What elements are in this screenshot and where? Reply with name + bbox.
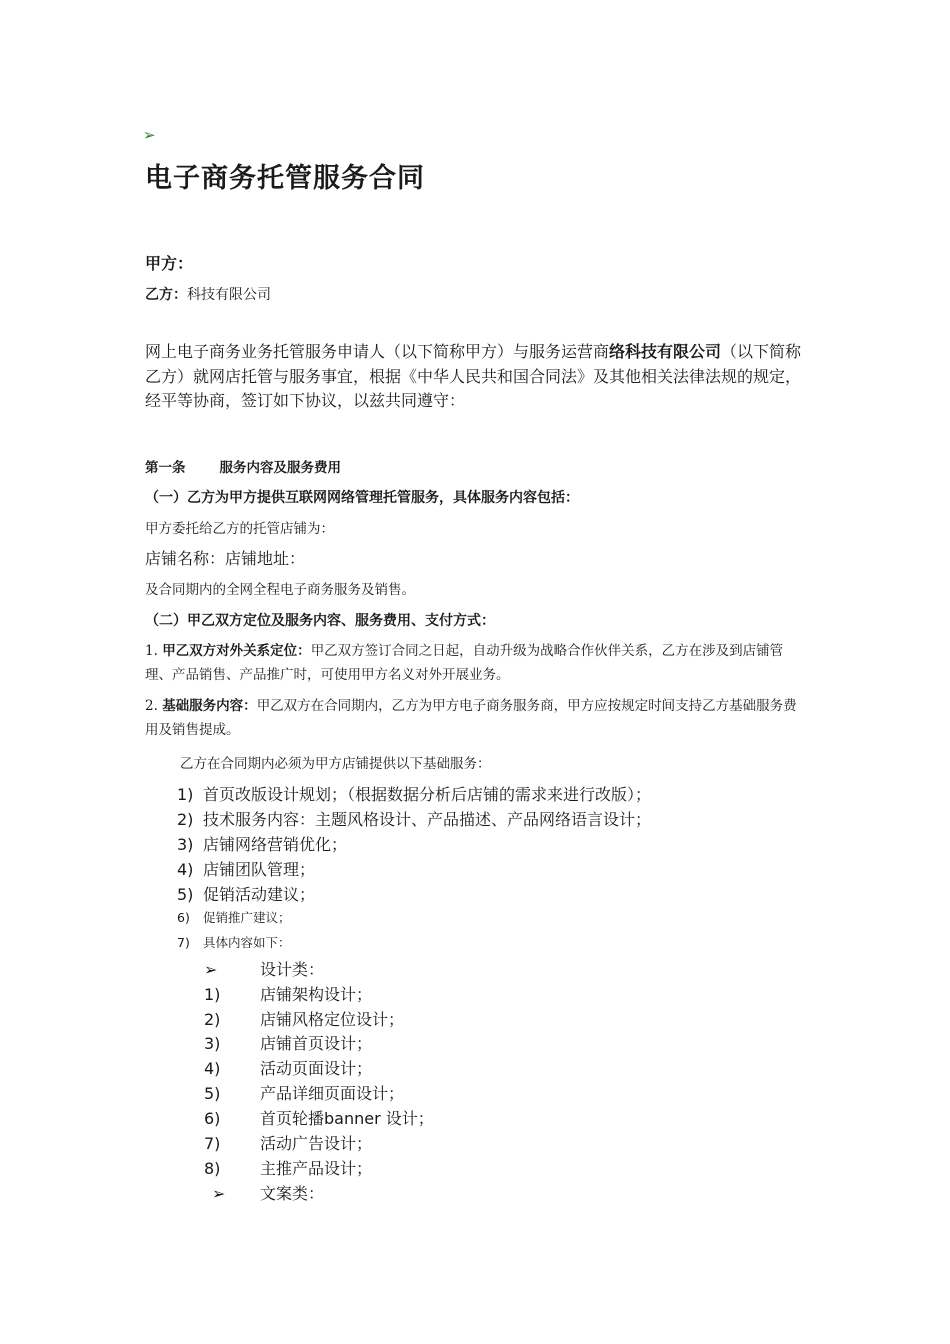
list-text: 店铺架构设计； [260, 985, 373, 1004]
design-item [204, 1131, 372, 1154]
list-text: 产品详细页面设计； [260, 1084, 405, 1103]
copy-category [212, 1181, 324, 1204]
party-a-label: 甲方： [145, 254, 194, 273]
party-b-line [145, 284, 271, 304]
item-2-number: 2. [145, 698, 158, 714]
basic-service-item [177, 807, 651, 830]
design-item [204, 1106, 434, 1129]
article-1-label: 第一条 [145, 460, 186, 476]
list-text: 主推产品设计； [260, 1159, 373, 1178]
list-text: 店铺风格定位设计； [260, 1010, 405, 1029]
list-text: 促销活动建议； [203, 885, 316, 904]
list-number: 2) [204, 1010, 221, 1029]
article-1-title: 服务内容及服务费用 [219, 460, 341, 476]
article-1-heading [145, 456, 341, 476]
store-intro: 甲方委托给乙方的托管店铺为： [145, 521, 334, 537]
basic-service-item [177, 882, 315, 905]
item-1-bold-label: 甲乙双方对外关系定位： [162, 643, 311, 659]
list-number: 5) [204, 1084, 221, 1103]
list-number: 6) [204, 1109, 221, 1128]
arrow-bullet-icon: ➢ [143, 126, 156, 144]
basic-service-item [177, 908, 291, 926]
list-number: 5) [177, 885, 194, 904]
category-label: 设计类： [260, 960, 325, 979]
design-item [204, 1007, 404, 1030]
basic-service-item [177, 832, 347, 855]
list-number: 7) [204, 1134, 221, 1153]
list-text: 店铺网络营销优化； [203, 835, 348, 854]
arrow-bullet-icon: ➢ [204, 960, 218, 979]
list-number: 3) [204, 1034, 221, 1053]
list-text: 店铺首页设计； [260, 1034, 373, 1053]
item-2-paragraph [145, 694, 810, 742]
category-label: 文案类： [260, 1184, 325, 1203]
list-number: 1) [177, 785, 194, 804]
basic-services-intro: 乙方在合同期内必须为甲方店铺提供以下基础服务： [180, 756, 491, 772]
list-text: 具体内容如下： [203, 935, 291, 950]
party-b-value: 科技有限公司 [187, 287, 271, 303]
list-text: 促销推广建议； [203, 910, 291, 925]
design-item [204, 1081, 404, 1104]
basic-service-item [177, 782, 651, 805]
list-number: 1) [204, 985, 221, 1004]
design-item [204, 1056, 372, 1079]
intro-text-1: 网上电子商务业务托管服务申请人（以下简称甲方）与服务运营商 [145, 342, 610, 361]
item-1-number: 1. [145, 643, 158, 659]
store-name-address: 店铺名称：店铺地址： [145, 549, 306, 568]
list-text: 活动广告设计； [260, 1134, 373, 1153]
intro-company-name: 络科技有限公司 [609, 342, 722, 361]
list-number: 4) [204, 1059, 221, 1078]
list-number: 4) [177, 860, 194, 879]
party-b-label: 乙方： [145, 287, 187, 303]
design-item [204, 1031, 372, 1054]
basic-service-item [177, 857, 315, 880]
basic-service-item [177, 933, 291, 951]
list-number: 2) [177, 810, 194, 829]
list-number: 3) [177, 835, 194, 854]
list-number: 7) [177, 935, 190, 950]
item-2-bold-label: 基础服务内容： [162, 698, 257, 714]
design-item [204, 982, 372, 1005]
section-2-heading: （二）甲乙双方定位及服务内容、服务费用、支付方式： [145, 613, 495, 629]
list-number: 8) [204, 1159, 221, 1178]
intro-paragraph [145, 340, 810, 414]
intro-text-2: （以下简称乙方）就网店托管与服务事宜，根据《中华人民共和国合同法》及其他相关法律法规的规定，经平等协商，签订如下协议，以兹共同遵守： [145, 342, 802, 410]
item-2-text: 甲乙双方在合同期内，乙方为甲方电子商务服务商，甲方应按规定时间支持乙方基础服务费用及销售提成。 [145, 698, 797, 738]
list-text: 活动页面设计； [260, 1059, 373, 1078]
list-text: 技术服务内容：主题风格设计、产品描述、产品网络语言设计； [203, 810, 652, 829]
arrow-bullet-icon: ➢ [212, 1184, 226, 1203]
item-1-paragraph [145, 639, 810, 687]
document-title: 电子商务托管服务合同 [145, 163, 425, 194]
design-category [204, 957, 324, 980]
list-text: 店铺团队管理； [203, 860, 316, 879]
store-scope: 及合同期内的全网全程电子商务服务及销售。 [145, 582, 415, 598]
section-1-heading: （一）乙方为甲方提供互联网网络管理托管服务，具体服务内容包括： [145, 490, 579, 506]
list-text: 首页改版设计规划；（根据数据分析后店铺的需求来进行改版）； [203, 785, 652, 804]
list-text: 首页轮播banner 设计； [260, 1109, 434, 1128]
item-1-text: 甲乙双方签订合同之日起，自动升级为战略合作伙伴关系，乙方在涉及到店铺管理、产品销售、产品推广时，可使用甲方名义对外开展业务。 [145, 643, 784, 683]
design-item [204, 1156, 372, 1179]
list-number: 6) [177, 910, 190, 925]
